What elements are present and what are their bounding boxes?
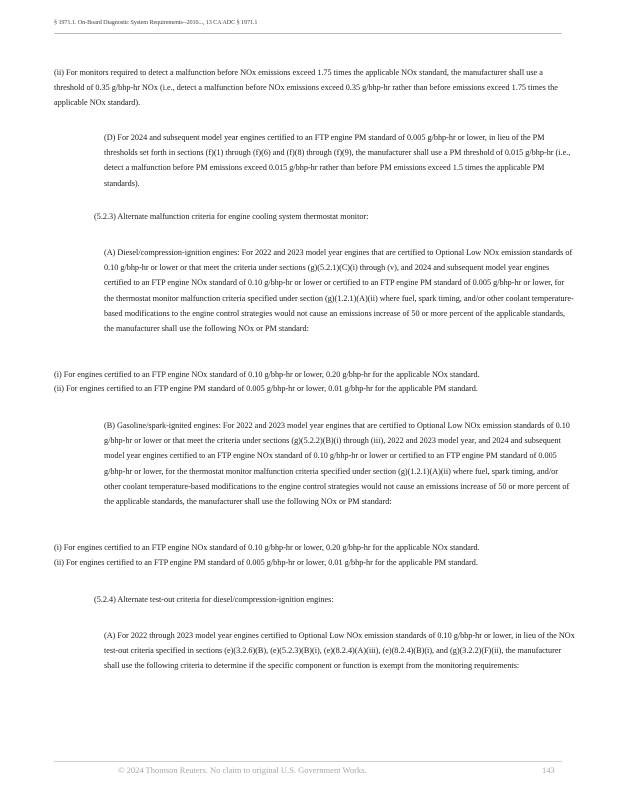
paragraph-a-diesel-thermostat: (A) Diesel/compression-ignition engines: For 2022 and 2023 model year engines that are certified to Optional Low NOx emission standards of 0.10 g/bhp-hr or lower or that meet the criteria under sections (g)(5.2.1)(C)(i) through (v), and 2024 and subsequent model year engines certified to an FTP engine NOx standard of 0.10 g/bhp-hr or lower or certified to an FTP engine PM standard of 0.005 g/bhp-hr or lower, for the thermostat monitor malfunction criteria specified under section (g)(1.2.1)(A)(ii) where fuel, spark timing, and/or other coolant temperature-based modifications to the engine control strategies would not cause an emissions increase of 50 or more percent of the applicable standards, the manufacturer shall use the following NOx or PM standard:	[104, 248, 574, 334]
paragraph-ii-pm-standard-diesel: (ii) For engines certified to an FTP engine PM standard of 0.005 g/bhp-hr or lower, 0.01 g/bhp-hr for the applicable PM standard.	[54, 384, 478, 393]
header-divider	[54, 33, 562, 34]
paragraph-i-nox-standard-gasoline: (i) For engines certified to an FTP engine NOx standard of 0.10 g/bhp-hr or lower, 0.20 g/bhp-hr for the applicable NOx standard.	[54, 543, 480, 552]
section-heading-5-2-3: (5.2.3) Alternate malfunction criteria for engine cooling system thermostat monitor:	[94, 212, 369, 221]
section-heading-5-2-4: (5.2.4) Alternate test-out criteria for diesel/compression-ignition engines:	[94, 595, 334, 604]
paragraph-a-test-out-criteria: (A) For 2022 through 2023 model year engines certified to Optional Low NOx emission standards of 0.10 g/bhp-hr or lower, in lieu of the NOx test-out criteria specified in sections (e)(3.2.6)(B), (e)(5.2.3)(B)(i), (e)(8.2.4)(A)(iii), (e)(8.2.4)(B)(i), and (g)(3.2.2)(F)(ii), the manufacturer shall use the following criteria to determine if the specific component or function is exempt from the monitoring requirements:	[104, 631, 575, 671]
page-number: 143	[542, 765, 555, 775]
paragraph-d-pm-threshold: (D) For 2024 and subsequent model year engines certified to an FTP engine PM standard of 0.005 g/bhp-hr or lower, in lieu of the PM thresholds set forth in sections (f)(1) through (f)(6) and (f)(8) through (f)(9), the manufacturer shall use a PM threshold of 0.015 g/bhp-hr (i.e., detect a malfunction before PM emissions exceed 0.015 g/bhp-hr rather than before PM emissions exceed 1.5 times the applicable PM standards).	[104, 133, 571, 188]
paragraph-i-nox-standard-diesel: (i) For engines certified to an FTP engine NOx standard of 0.10 g/bhp-hr or lower, 0.20 g/bhp-hr for the applicable NOx standard.	[54, 370, 480, 379]
copyright-notice: © 2024 Thomson Reuters. No claim to original U.S. Government Works.	[118, 765, 367, 775]
running-header: § 1971.1. On-Board Diagnostic System Requirements--2010..., 13 CA ADC § 1971.1	[54, 19, 258, 26]
paragraph-b-gasoline-thermostat: (B) Gasoline/spark-ignited engines: For 2022 and 2023 model year engines that are certified to Optional Low NOx emission standards of 0.10 g/bhp-hr or lower or that meet the criteria under sections (g)(5.2.2)(B)(i) through (iii), 2022 and 2023 model year, and 2024 and subsequent model year engines certified to an FTP engine NOx standard of 0.10 g/bhp-hr or lower or certified to an FTP engine PM standard of 0.005 g/bhp-hr or lower, for the thermostat monitor malfunction criteria specified under section (g)(1.2.1)(A)(ii) where fuel, spark timing, and/or other coolant temperature-based modifications to the engine control strategies would not cause an emissions increase of 50 or more percent of the applicable standards, the manufacturer shall use the following NOx or PM standard:	[104, 421, 570, 507]
paragraph-ii-nox-threshold: (ii) For monitors required to detect a malfunction before NOx emissions exceed 1.75 times the applicable NOx standard, the manufacturer shall use a threshold of 0.35 g/bhp-hr NOx (i.e., detect a malfunction before NOx emissions exceed 0.35 g/bhp-hr rather than before emissions exceed 1.75 times the applicable NOx standard).	[54, 68, 558, 108]
paragraph-ii-pm-standard-gasoline: (ii) For engines certified to an FTP engine PM standard of 0.005 g/bhp-hr or lower, 0.01 g/bhp-hr for the applicable PM standard.	[54, 558, 478, 567]
footer-divider	[54, 761, 562, 762]
